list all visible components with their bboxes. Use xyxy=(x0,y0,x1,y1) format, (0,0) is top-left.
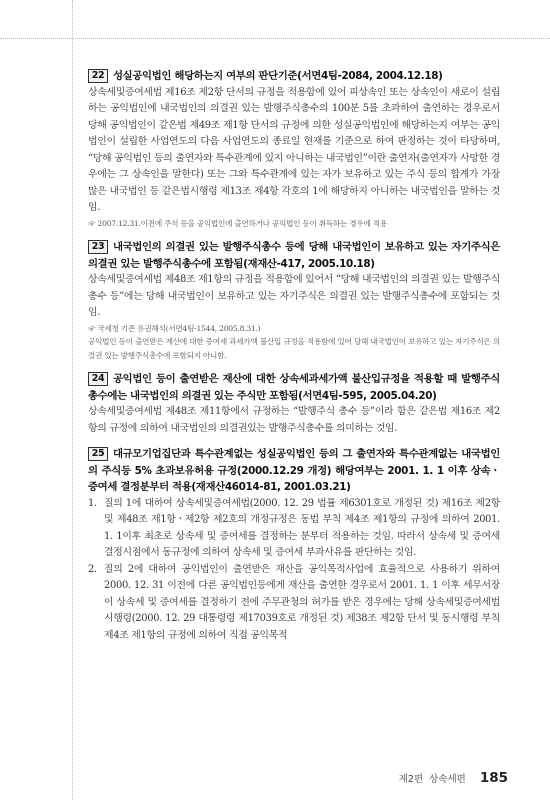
list-item xyxy=(88,496,500,562)
ruling-body: 상속세및증여세법 제48조 제1항의 규정을 적용함에 있어서 “당해 내국법인의 의결권 있는 발행주식총수 등”에는 당해 내국법인이 보유하고 있는 자기주식은 의결권 있는 발행주식총수에 포함되는 것임. xyxy=(88,274,500,318)
ruling-title: 대규모기업집단과 특수관계없는 성실공익법인 등의 그 출연자와 특수관계없는 내국법인의 주식등 5% 초과보유허용 규정(2000.12.29 개정) 해당여부는 2001. 1. 1 이후 상속ㆍ증여세 결정분부터 적용(재재산46014-81, 2001.03.21) xyxy=(88,448,500,493)
list-item-text: 질의 2에 대하여 공익법인이 출연받은 재산을 공익목적사업에 효율적으로 사용하기 위하여 2000. 12. 31 이전에 다른 공익법인등에게 재산을 출연한 경우로서 2001. 1. 1 이후 세무서장이 상속세 및 증여세를 결정하기 전에 주무관청의 허가를 받은 경우에는 당해 상속세및증여세법시행령(2000. 12. 29 대통령령 제17039호로 개정된 것) 제38조 제2항 단서 및 동시행령 부칙 제4조 제1항의 규정에 의하여 직접 공익목적 xyxy=(104,563,500,641)
ruling-heading xyxy=(88,68,500,85)
page-footer xyxy=(399,770,508,786)
ruling-heading xyxy=(88,371,500,404)
ruling-heading xyxy=(88,239,500,272)
ruling-title: 공익법인 등이 출연받은 재산에 대한 상속세과세가액 불산입규정을 적용할 때 발행주식 총수에는 내국법인의 의결권 있는 주식만 포함됨(서면4팀-595, 2005.04.20) xyxy=(88,373,500,402)
ruling-title: 내국법인의 의결권 있는 발행주식총수 등에 당해 내국법인이 보유하고 있는 자기주식은 의결권 있는 발행주식총수에 포함됨(재재산-417, 2005.10.18) xyxy=(88,241,500,270)
list-item-number: 2. xyxy=(88,563,97,575)
ruling-note: ☞ 2007.12.31.이전에 주식 등을 공익법인에 출연하거나 공익법인 등이 취득하는 경우에 적용 xyxy=(88,218,387,228)
ruling-title: 성실공익법인 해당하는지 여부의 판단기준(서면4팀-2084, 2004.12.18) xyxy=(113,70,443,82)
margin-guide-horizontal xyxy=(0,38,550,39)
ruling-number-badge: 22 xyxy=(88,69,108,83)
ruling-body: 상속세및증여세법 제16조 제2항 단서의 규정을 적용함에 있어 피상속인 또는 상속인이 새로이 설립하는 공익법인에 내국법인의 의결권 있는 발행주식총수의 100분 5를 초과하여 출연하는 경우로서 당해 공익법인이 같은법 제49조 제1항 단서의 규정에 의한 성실공익법인에 해당하는지 여부는 공익법인이 설립한 사업연도의 다음 사업연도의 종료일 현재를 기준으로 하여 판정하는 것이 타당하며, “당해 공익법인 등의 출연자와 특수관계에 있지 아니하는 내국법인”이란 출연자(출연자가 사망한 경우에는 그 상속인을 말한다) 또는 그와 특수관계에 있는 자가 보유하고 있는 주식 등의 합계가 가장 많은 내국법인 등 같은법시행령 제13조 제4항 각호의 1에 해당하지 아니하는 내국법인을 말하는 것임. xyxy=(88,86,501,213)
ruling-section-25 xyxy=(88,446,500,644)
footer-chapter: 제2편 xyxy=(398,774,424,785)
list-item-number: 1. xyxy=(88,497,97,509)
ruling-body: 상속세및증여세법 제48조 제11항에서 규정하는 “발행주식 총수 등”이라 함은 같은법 제16조 제2항의 규정에 의하여 내국법인의 의결권있는 발행주식총수를 의미하는 것임. xyxy=(88,406,500,434)
ruling-note: 공익법인 등이 출연받은 재산에 대한 증여세 과세가액 불산입 규정을 적용함에 있어 당해 내국법인이 보유하고 있는 자기주식은 의결권 있는 발행주식총수에 포함되지 아니함. xyxy=(88,337,500,360)
ruling-section-23 xyxy=(88,239,500,362)
page-content xyxy=(88,68,500,653)
page-number: 185 xyxy=(479,770,508,786)
ruling-list xyxy=(88,496,500,645)
ruling-number-badge: 23 xyxy=(88,240,108,254)
list-item-text: 질의 1에 대하여 상속세및증여세법(2000. 12. 29 법률 제6301호로 개정된 것) 제16조 제2항 및 제48조 제1항ㆍ제2항 제2호의 개정규정은 동법 부칙 제4조 제1항의 규정에 의하여 2001. 1. 1이후 최초로 상속세 및 증여세를 결정하는 분부터 적용하는 것임. 따라서 상속세 및 증여세 결정시점에서 동규정에 의하여 상속세 및 증여세 부과사유를 판단하는 것임. xyxy=(104,497,500,558)
footer-part: 상속세편 xyxy=(429,774,466,785)
margin-guide-vertical xyxy=(72,0,73,800)
list-item xyxy=(88,562,500,645)
ruling-note: ☞ 국세청 기존 유권해석(서면4팀-1544, 2005.8.31.) xyxy=(88,323,261,333)
ruling-number-badge: 24 xyxy=(88,372,108,386)
ruling-number-badge: 25 xyxy=(88,447,108,461)
ruling-heading xyxy=(88,446,500,496)
ruling-section-22 xyxy=(88,68,500,230)
ruling-section-24 xyxy=(88,371,500,437)
